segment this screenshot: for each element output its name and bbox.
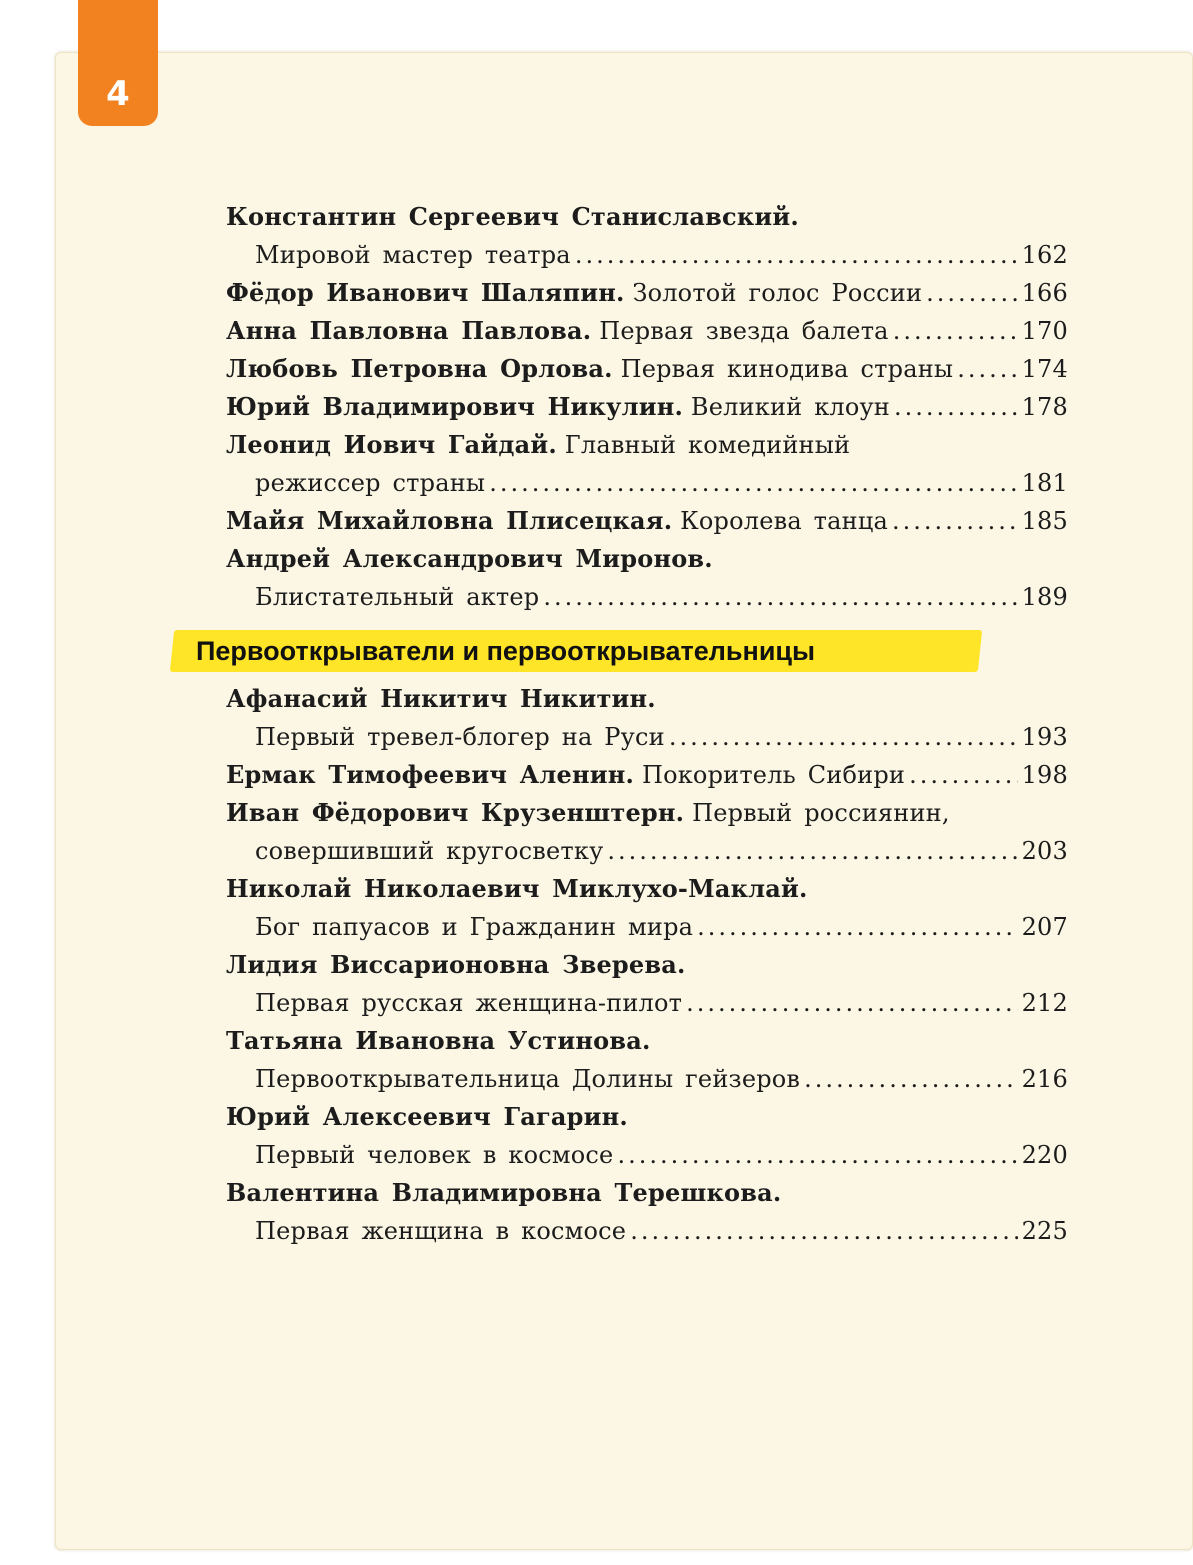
- entry-name: Анна Павловна Павлова.: [226, 316, 592, 345]
- toc-entry: [226, 274, 1068, 312]
- toc-line: [226, 312, 1068, 350]
- entry-name: Афанасий Никитич Никитин.: [226, 684, 656, 713]
- dot-leader: [686, 984, 1017, 1022]
- entry-title: Золотой голос России: [632, 279, 923, 307]
- entry-page-number: 170: [1021, 317, 1068, 345]
- entry-page-number: 189: [1021, 583, 1068, 611]
- toc-line: [226, 794, 1068, 832]
- toc-entry: [226, 1098, 1068, 1174]
- entry-page-number: 207: [1021, 913, 1068, 941]
- dot-leader: [909, 756, 1017, 794]
- toc-line: [226, 680, 1068, 718]
- toc-line: [226, 540, 1068, 578]
- toc-line: [226, 426, 1068, 464]
- dot-leader: [894, 388, 1018, 426]
- dot-leader: [804, 1060, 1017, 1098]
- dot-leader: [893, 312, 1018, 350]
- entry-title-continuation: Первый тревел-блогер на Руси: [255, 723, 665, 751]
- dot-leader: [892, 502, 1018, 540]
- entry-name: Валентина Владимировна Терешкова.: [226, 1178, 782, 1207]
- entry-name: Майя Михайловна Плисецкая.: [226, 506, 673, 535]
- entry-page-number: 198: [1021, 761, 1068, 789]
- entry-name: Иван Фёдорович Крузенштерн.: [226, 798, 685, 827]
- entry-title-continuation: Бог папуасов и Гражданин мира: [255, 913, 694, 941]
- entry-title-continuation: Первая русская женщина-пилот: [255, 989, 683, 1017]
- toc-line: [226, 274, 1068, 312]
- toc-entry: [226, 680, 1068, 756]
- toc-line: [226, 870, 1068, 908]
- entry-title-continuation: совершивший кругосветку: [255, 837, 604, 865]
- entry-title: Первый россиянин,: [692, 799, 950, 827]
- entry-name: Константин Сергеевич Станиславский.: [226, 202, 799, 231]
- toc-line: [226, 198, 1068, 236]
- toc-line-continuation: [226, 908, 1068, 946]
- entry-title: Покоритель Сибири: [641, 761, 906, 789]
- entry-name: Татьяна Ивановна Устинова.: [226, 1026, 651, 1055]
- dot-leader: [957, 350, 1017, 388]
- section-heading: [172, 626, 1068, 676]
- toc-entry: [226, 870, 1068, 946]
- toc-line: [226, 946, 1068, 984]
- section-title: Первооткрыватели и первооткрывательницы: [196, 636, 816, 666]
- entry-name: Фёдор Иванович Шаляпин.: [226, 278, 625, 307]
- entry-name: Лидия Виссарионовна Зверева.: [226, 950, 686, 979]
- toc-entry: [226, 198, 1068, 274]
- toc-entry: [226, 1022, 1068, 1098]
- toc-line: [226, 1098, 1068, 1136]
- entry-name: Любовь Петровна Орлова.: [226, 354, 613, 383]
- entry-title-continuation: Мировой мастер театра: [255, 241, 571, 269]
- toc-line: [226, 1174, 1068, 1212]
- entry-page-number: 212: [1021, 989, 1068, 1017]
- dot-leader: [630, 1212, 1017, 1250]
- toc-line: [226, 388, 1068, 426]
- entry-title: Королева танца: [680, 507, 888, 535]
- table-of-contents: [196, 198, 1068, 1250]
- toc-line-continuation: [226, 464, 1068, 502]
- entry-title-continuation: Первооткрывательница Долины гейзеров: [255, 1065, 801, 1093]
- toc-group-after: [226, 680, 1068, 1250]
- entry-title: Первая звезда балета: [599, 317, 889, 345]
- toc-line-continuation: [226, 1136, 1068, 1174]
- page-number-tab: [78, 0, 158, 126]
- toc-entry: [226, 540, 1068, 616]
- entry-title-continuation: Первая женщина в космосе: [255, 1217, 627, 1245]
- entry-name: Николай Николаевич Миклухо-Маклай.: [226, 874, 808, 903]
- entry-title-continuation: Первый человек в космосе: [255, 1141, 614, 1169]
- toc-entry: [226, 350, 1068, 388]
- toc-entry: [226, 794, 1068, 870]
- entry-title-continuation: режиссер страны: [255, 469, 486, 497]
- dot-leader: [697, 908, 1017, 946]
- entry-title-continuation: Блистательный актер: [255, 583, 540, 611]
- toc-entry: [226, 502, 1068, 540]
- entry-page-number: 166: [1021, 279, 1068, 307]
- entry-page-number: 203: [1021, 837, 1068, 865]
- entry-page-number: 178: [1021, 393, 1068, 421]
- entry-page-number: 216: [1021, 1065, 1068, 1093]
- entry-page-number: 181: [1021, 469, 1068, 497]
- entry-name: Ермак Тимофеевич Аленин.: [226, 760, 635, 789]
- entry-title: Великий клоун: [690, 393, 891, 421]
- toc-entry: [226, 756, 1068, 794]
- dot-leader: [543, 578, 1017, 616]
- entry-page-number: 174: [1021, 355, 1068, 383]
- entry-title: Главный комедийный: [564, 431, 851, 459]
- dot-leader: [617, 1136, 1017, 1174]
- dot-leader: [489, 464, 1017, 502]
- entry-name: Юрий Владимирович Никулин.: [226, 392, 684, 421]
- toc-line: [226, 350, 1068, 388]
- toc-entry: [226, 1174, 1068, 1250]
- toc-line: [226, 502, 1068, 540]
- toc-line: [226, 1022, 1068, 1060]
- toc-line-continuation: [226, 236, 1068, 274]
- toc-line: [226, 756, 1068, 794]
- page-number: 4: [106, 74, 130, 114]
- entry-name: Юрий Алексеевич Гагарин.: [226, 1102, 628, 1131]
- entry-page-number: 220: [1021, 1141, 1068, 1169]
- toc-line-continuation: [226, 578, 1068, 616]
- entry-page-number: 225: [1021, 1217, 1068, 1245]
- entry-page-number: 185: [1021, 507, 1068, 535]
- toc-entry: [226, 946, 1068, 1022]
- entry-page-number: 162: [1021, 241, 1068, 269]
- toc-line-continuation: [226, 718, 1068, 756]
- toc-line-continuation: [226, 1212, 1068, 1250]
- toc-group-before: [226, 198, 1068, 616]
- dot-leader: [669, 718, 1018, 756]
- toc-entry: [226, 426, 1068, 502]
- dot-leader: [575, 236, 1018, 274]
- toc-entry: [226, 388, 1068, 426]
- dot-leader: [607, 832, 1017, 870]
- toc-entry: [226, 312, 1068, 350]
- entry-title: Первая кинодива страны: [620, 355, 954, 383]
- entry-name: Леонид Иович Гайдай.: [226, 430, 557, 459]
- toc-line-continuation: [226, 832, 1068, 870]
- entry-page-number: 193: [1021, 723, 1068, 751]
- toc-line-continuation: [226, 1060, 1068, 1098]
- entry-name: Андрей Александрович Миронов.: [226, 544, 713, 573]
- toc-line-continuation: [226, 984, 1068, 1022]
- dot-leader: [926, 274, 1017, 312]
